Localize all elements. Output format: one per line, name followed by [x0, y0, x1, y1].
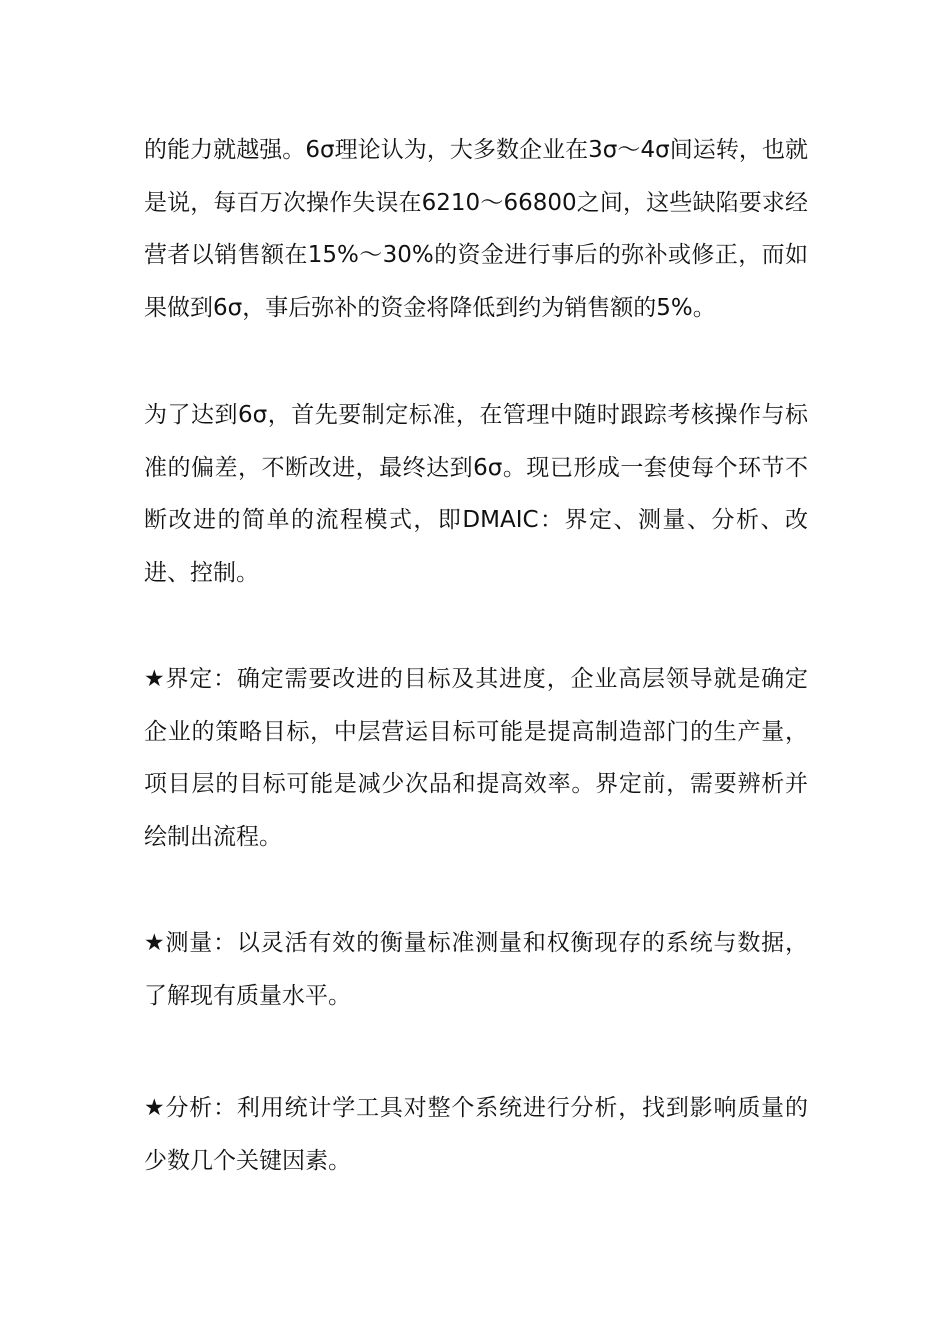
paragraph-dmaic-intro: 为了达到6σ，首先要制定标准，在管理中随时跟踪考核操作与标准的偏差，不断改进，最终达到6σ。现已形成一套使每个环节不断改进的简单的流程模式，即DMAIC：界定、测量、分析、改进、控制。: [144, 402, 808, 586]
paragraph-analyze: ★分析：利用统计学工具对整个系统进行分析，找到影响质量的少数几个关键因素。: [144, 1095, 808, 1174]
paragraph-six-sigma-capability: 的能力就越强。6σ理论认为，大多数企业在3σ～4σ间运转，也就是说，每百万次操作失误在6210～66800之间，这些缺陷要求经营者以销售额在15%～30%的资金进行事后的弥补或修正，而如果做到6σ，事后弥补的资金将降低到约为销售额的5%。: [144, 137, 808, 321]
paragraph-define: ★界定：确定需要改进的目标及其进度，企业高层领导就是确定企业的策略目标，中层营运目标可能是提高制造部门的生产量，项目层的目标可能是减少次品和提高效率。界定前，需要辨析并绘制出流程。: [144, 666, 808, 850]
paragraph-measure: ★测量：以灵活有效的衡量标准测量和权衡现存的系统与数据，了解现有质量水平。: [144, 930, 808, 1009]
